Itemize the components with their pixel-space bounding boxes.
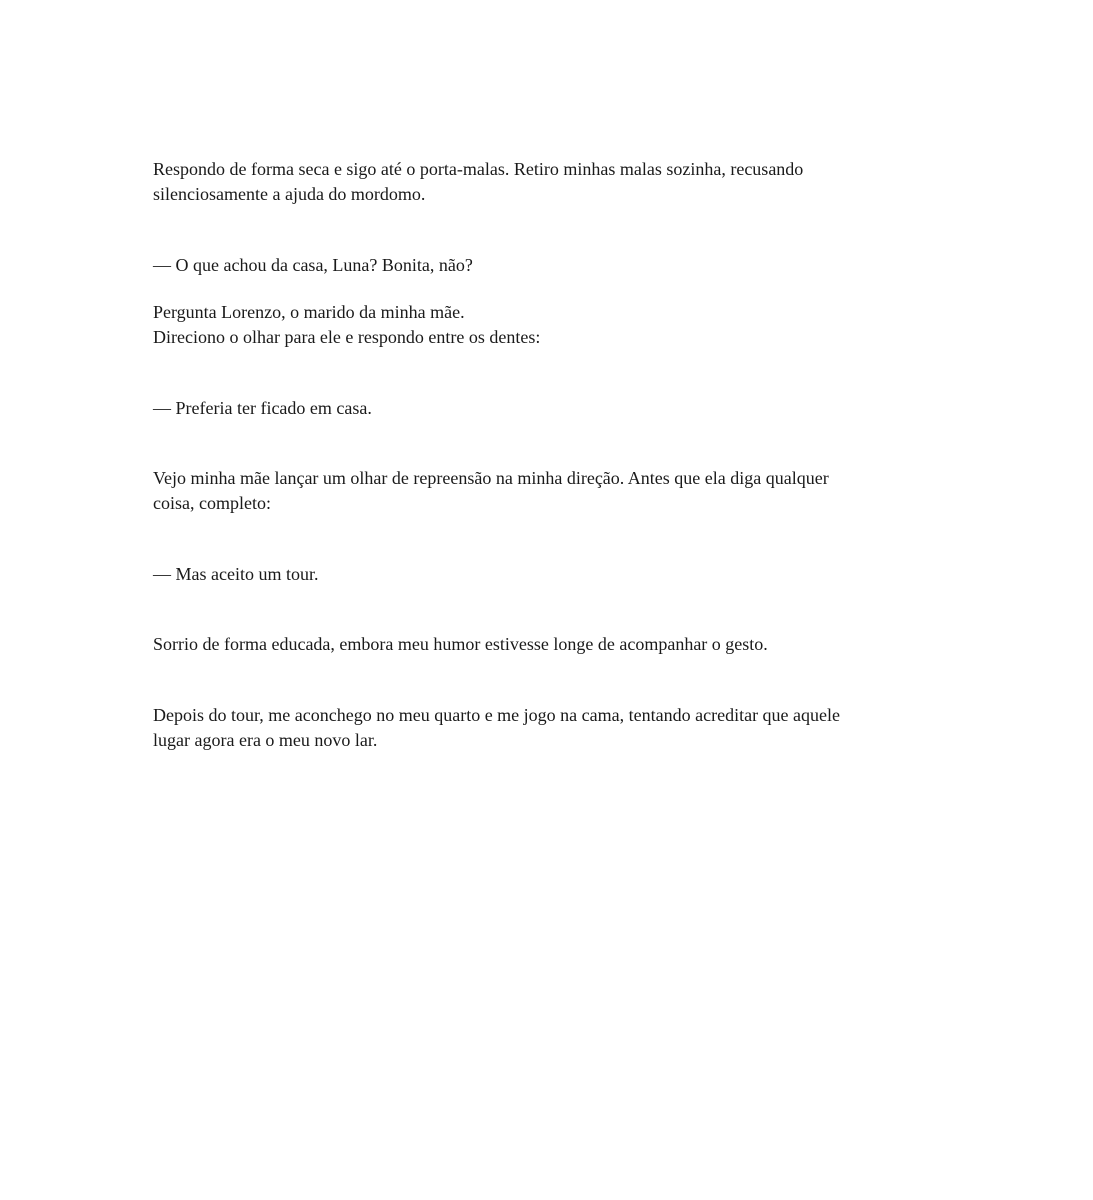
paragraph-narration — [153, 300, 953, 350]
text-line: Pergunta Lorenzo, o marido da minha mãe. — [153, 302, 465, 322]
text-line: Direciono o olhar para ele e respondo entre os dentes: — [153, 327, 541, 347]
text-line: lugar agora era o meu novo lar. — [153, 730, 378, 750]
paragraph-narration — [153, 157, 953, 207]
paragraph-narration — [153, 466, 953, 516]
paragraph-narration — [153, 703, 953, 753]
text-line: Depois do tour, me aconchego no meu quarto e me jogo na cama, tentando acreditar que aquele — [153, 705, 841, 725]
text-line: — O que achou da casa, Luna? Bonita, não? — [153, 255, 473, 275]
text-line: Respondo de forma seca e sigo até o porta-malas. Retiro minhas malas sozinha, recusando — [153, 159, 804, 179]
text-line: — Mas aceito um tour. — [153, 564, 319, 584]
paragraph-dialogue — [153, 396, 953, 421]
text-line: Vejo minha mãe lançar um olhar de repreensão na minha direção. Antes que ela diga qualquer — [153, 468, 829, 488]
text-line: coisa, completo: — [153, 493, 271, 513]
text-line: — Preferia ter ficado em casa. — [153, 398, 372, 418]
text-line: silenciosamente a ajuda do mordomo. — [153, 184, 426, 204]
text-line: Sorrio de forma educada, embora meu humor estivesse longe de acompanhar o gesto. — [153, 634, 768, 654]
paragraph-dialogue — [153, 562, 953, 587]
paragraph-narration — [153, 632, 953, 657]
paragraph-dialogue — [153, 253, 953, 278]
